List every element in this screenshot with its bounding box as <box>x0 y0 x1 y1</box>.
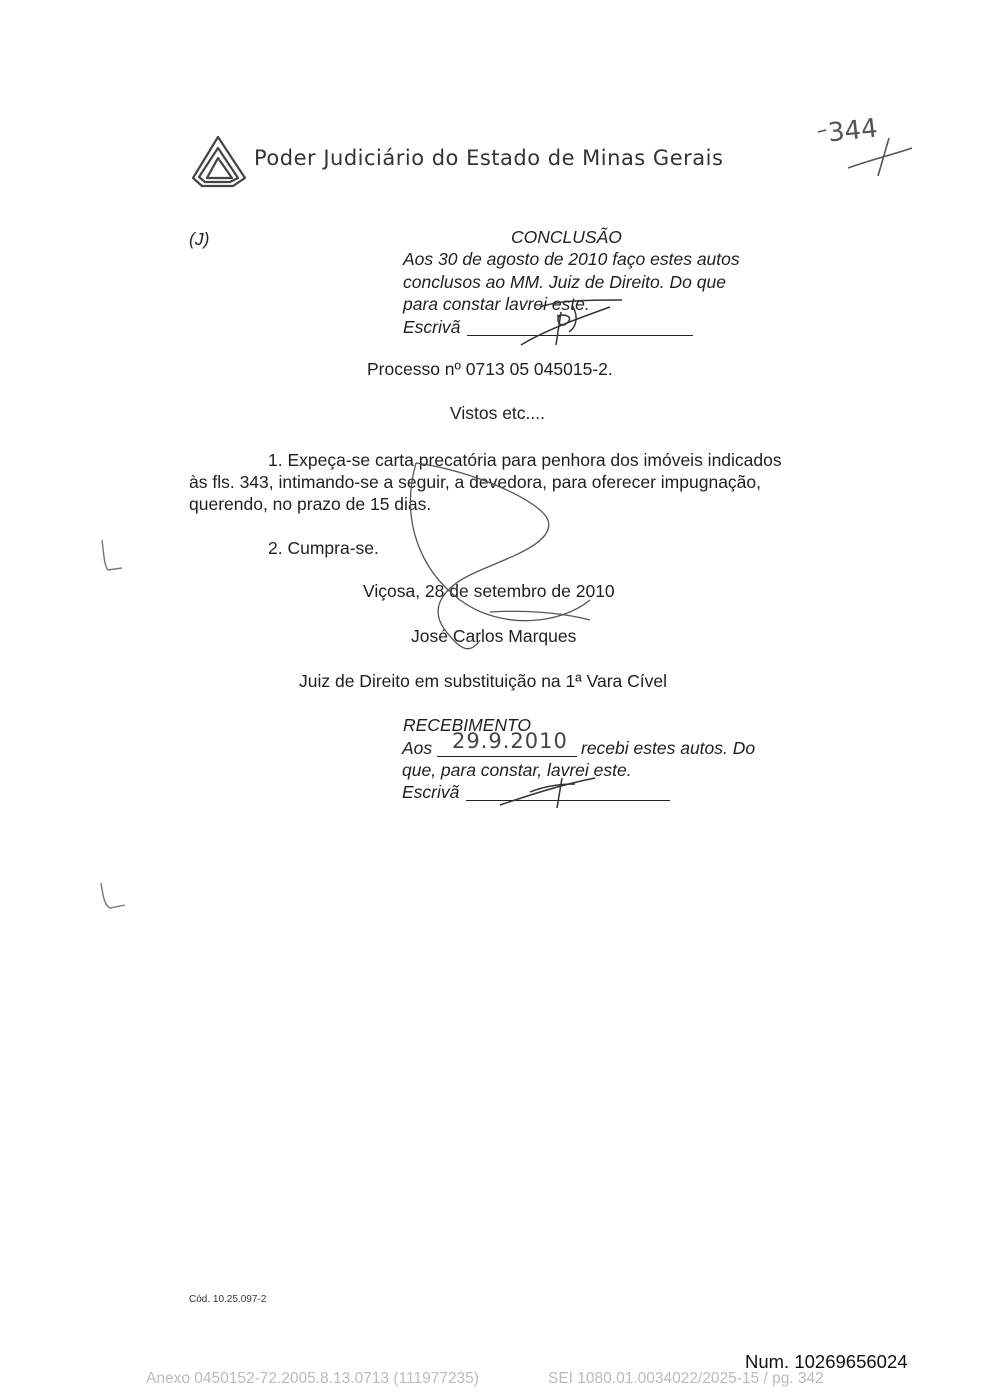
recebimento-after-date: recebi estes autos. Do <box>581 738 756 758</box>
item1-line-1: 1. Expeça-se carta precatória para penhora dos imóveis indicados <box>268 450 782 470</box>
triangle-logo-icon <box>193 137 245 186</box>
judge-title: Juiz de Direito em substituição na 1ª Vara Cível <box>299 671 667 691</box>
item1-line-3: querendo, no prazo de 15 dias. <box>189 494 432 514</box>
judge-name: José Carlos Marques <box>411 626 577 646</box>
document-number: Num. 10269656024 <box>745 1351 908 1372</box>
recebimento-handwritten-date: 29.9.2010 <box>452 729 568 753</box>
margin-mark-icons <box>101 540 125 908</box>
recebimento-escriva-label: Escrivã <box>402 782 460 802</box>
conclusao-signature-line <box>467 335 693 336</box>
court-header-title: Poder Judiciário do Estado de Minas Gerais <box>254 146 724 170</box>
conclusao-escriva-label: Escrivã <box>403 317 461 337</box>
conclusao-heading: CONCLUSÃO <box>511 227 622 247</box>
conclusao-line-1: Aos 30 de agosto de 2010 faço estes autos <box>403 249 740 269</box>
recebimento-signature-line <box>466 800 670 801</box>
conclusao-line-2: conclusos ao MM. Juiz de Direito. Do que <box>403 272 726 292</box>
sei-reference: SEI 1080.01.0034022/2025-15 / pg. 342 <box>548 1370 824 1387</box>
recebimento-aos-label: Aos <box>402 738 433 758</box>
form-code: Cód. 10.25.097-2 <box>189 1294 267 1305</box>
item2-text: 2. Cumpra-se. <box>268 538 379 558</box>
handwritten-page-number: 344 <box>826 113 880 149</box>
recebimento-date-line <box>437 756 577 757</box>
annex-reference: Anexo 0450152-72.2005.8.13.0713 (111977235) <box>146 1370 479 1387</box>
item1-line-2: às fls. 343, intimando-se a seguir, a devedora, para oferecer impugnação, <box>189 472 762 492</box>
processo-number: Processo nº 0713 05 045015-2. <box>367 359 613 379</box>
recebimento-line-2: que, para constar, lavrei este. <box>402 760 632 780</box>
conclusao-line-3: para constar lavrei este. <box>403 294 590 314</box>
vistos-text: Vistos etc.... <box>450 403 545 423</box>
clerk-signature-2 <box>500 778 595 808</box>
place-date: Viçosa, 28 de setembro de 2010 <box>363 581 615 601</box>
conclusao-tag: (J) <box>189 229 210 249</box>
recebimento-heading: RECEBIMENTO <box>403 715 532 735</box>
